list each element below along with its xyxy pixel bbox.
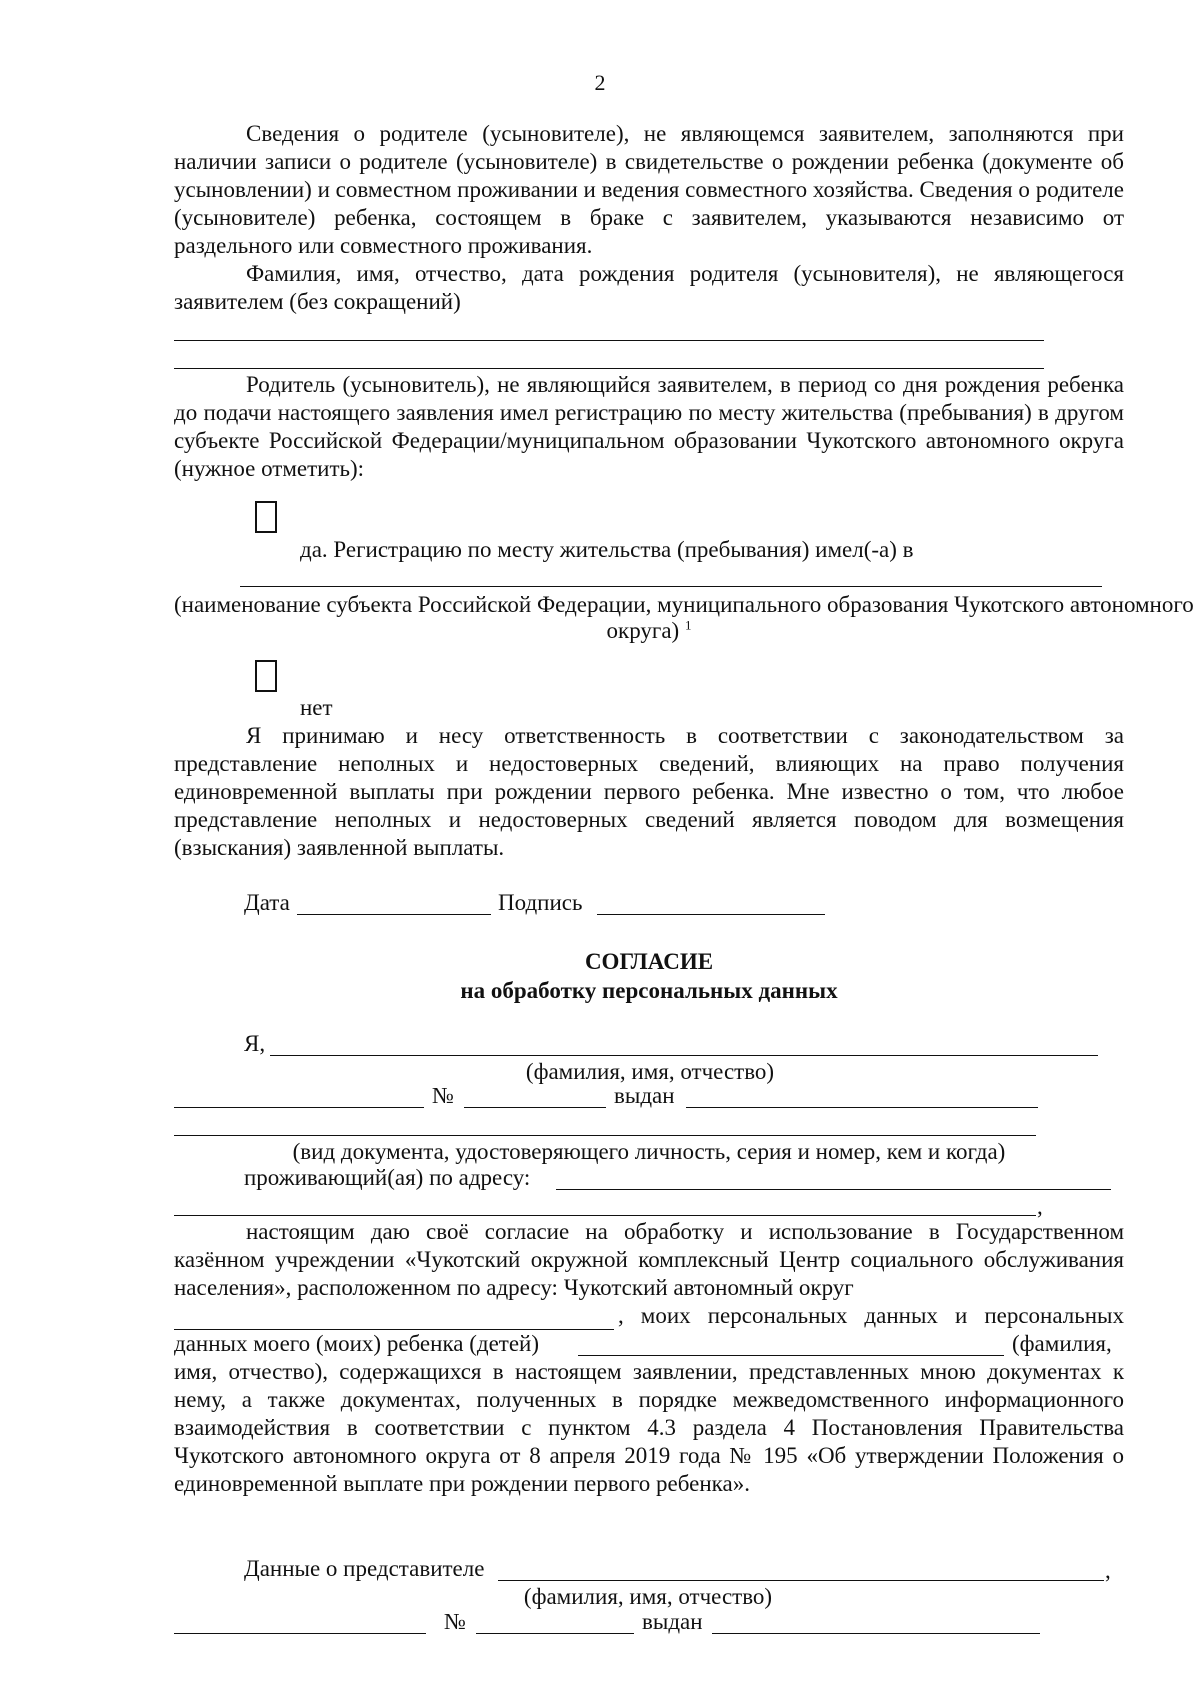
- address-label: проживающий(ая) по адресу:: [244, 1165, 531, 1190]
- doc-issued-line[interactable]: [686, 1107, 1038, 1108]
- consent-body-line2: , моих персональных данных и персональных: [618, 1303, 1124, 1328]
- representative-fio-line[interactable]: [498, 1580, 1104, 1581]
- consent-body-line3-tail: (фамилия,: [1012, 1331, 1112, 1356]
- region-caption-text: округа): [606, 618, 680, 643]
- rep-number-sign: №: [444, 1609, 466, 1634]
- consent-body-rest: имя, отчество), содержащихся в настоящем заявлении, представленных мною документах к нему, а также документах, полученных в порядке межведомственного информационного взаимодействия в соответствии с пунктом 4.3 раздела 4 Постановления Правительства Чукотского автономного округа от 8 апреля 2019 года № 195 «Об утверждении Положения о единовременной выплате при рождении первого ребенка».: [174, 1359, 1124, 1496]
- address-comma: ,: [1037, 1194, 1043, 1219]
- parent-fio-line-2[interactable]: [174, 368, 1044, 369]
- paragraph-responsibility: Я принимаю и несу ответственность в соответствии с законодательством за представление неполных и недостоверных сведений, влияющих на право получения единовременной выплаты при рождении первого ребенка. Мне известно о том, что любое представление неполных и недостоверных сведений является поводом для возмещения (взыскания) заявленной выплаты.: [174, 723, 1124, 860]
- doc-type-line[interactable]: [174, 1107, 424, 1108]
- no-checkbox[interactable]: [255, 660, 277, 692]
- representative-comma: ,: [1105, 1558, 1111, 1583]
- doc-number-sign: №: [432, 1083, 454, 1108]
- page-number: 2: [594, 70, 606, 95]
- consent-subtitle: на обработку персональных данных: [460, 978, 838, 1003]
- paragraph-parent-info: Сведения о родителе (усыновителе), не являющемся заявителем, заполняются при наличии записи о родителе (усыновителе) в свидетельстве о рождении ребенка (документе об усыновлении) и совместном проживании и ведения совместного хозяйства. Сведения о родителе (усыновителе) ребенка, состоящем в браке с заявителем, указываются независимо от раздельного или совместного проживания.: [174, 121, 1124, 258]
- children-fio-line[interactable]: [578, 1355, 1004, 1356]
- doc-issued-label: выдан: [614, 1083, 675, 1108]
- rep-issued-label: выдан: [642, 1609, 703, 1634]
- consent-body-line3-head: данных моего (моих) ребенка (детей): [174, 1331, 540, 1356]
- option-no-label: нет: [300, 695, 333, 720]
- paragraph-parent-fio: Фамилия, имя, отчество, дата рождения родителя (усыновителя), не являющегося заявителем (без сокращений): [174, 261, 1124, 314]
- parent-fio-line-1[interactable]: [174, 340, 1044, 341]
- date-label: Дата: [244, 890, 290, 915]
- rep-issued-line[interactable]: [712, 1633, 1040, 1634]
- yes-checkbox[interactable]: [255, 501, 277, 533]
- ya-label: Я,: [244, 1031, 266, 1056]
- consent-body-intro: настоящим даю своё согласие на обработку и использование в Государственном казённом учреждении «Чукотский окружной комплексный Центр социального обслуживания населения», расположенном по адресу: Чукотский автономный округ: [174, 1219, 1124, 1300]
- address-line-2[interactable]: [174, 1215, 1036, 1216]
- doc-number-line[interactable]: [464, 1107, 606, 1108]
- signature-field-line[interactable]: [597, 914, 825, 915]
- doc-caption: (вид документа, удостоверяющего личность, серия и номер, кем и когда): [292, 1139, 1006, 1164]
- paragraph-registration: Родитель (усыновитель), не являющийся заявителем, в период со дня рождения ребенка до подачи настоящего заявления имел регистрацию по месту жительства (пребывания) в другом субъекте Российской Федерации/муниципальном образовании Чукотского автономного округа (нужное отметить):: [174, 372, 1124, 481]
- fio-field-line[interactable]: [270, 1055, 1098, 1056]
- consent-title: СОГЛАСИЕ: [584, 949, 714, 974]
- footnote-mark: 1: [684, 617, 692, 633]
- representative-fio-caption: (фамилия, имя, отчество): [523, 1584, 773, 1609]
- fio-caption: (фамилия, имя, отчество): [525, 1059, 775, 1084]
- region-caption-line-1: (наименование субъекта Российской Федерации, муниципального образования Чукотского автономного: [174, 592, 1194, 617]
- option-yes-label: да. Регистрацию по месту жительства (пребывания) имел(-а) в: [300, 537, 914, 562]
- doc-details-line[interactable]: [174, 1135, 1036, 1136]
- rep-doc-type-line[interactable]: [174, 1633, 426, 1634]
- rep-number-line[interactable]: [476, 1633, 634, 1634]
- region-caption-line-2: [174, 617, 1124, 645]
- signature-label: Подпись: [498, 890, 583, 915]
- address-line-1[interactable]: [556, 1189, 1111, 1190]
- representative-label: Данные о представителе: [244, 1556, 485, 1581]
- region-name-line[interactable]: [240, 586, 1102, 587]
- date-field-line[interactable]: [297, 914, 491, 915]
